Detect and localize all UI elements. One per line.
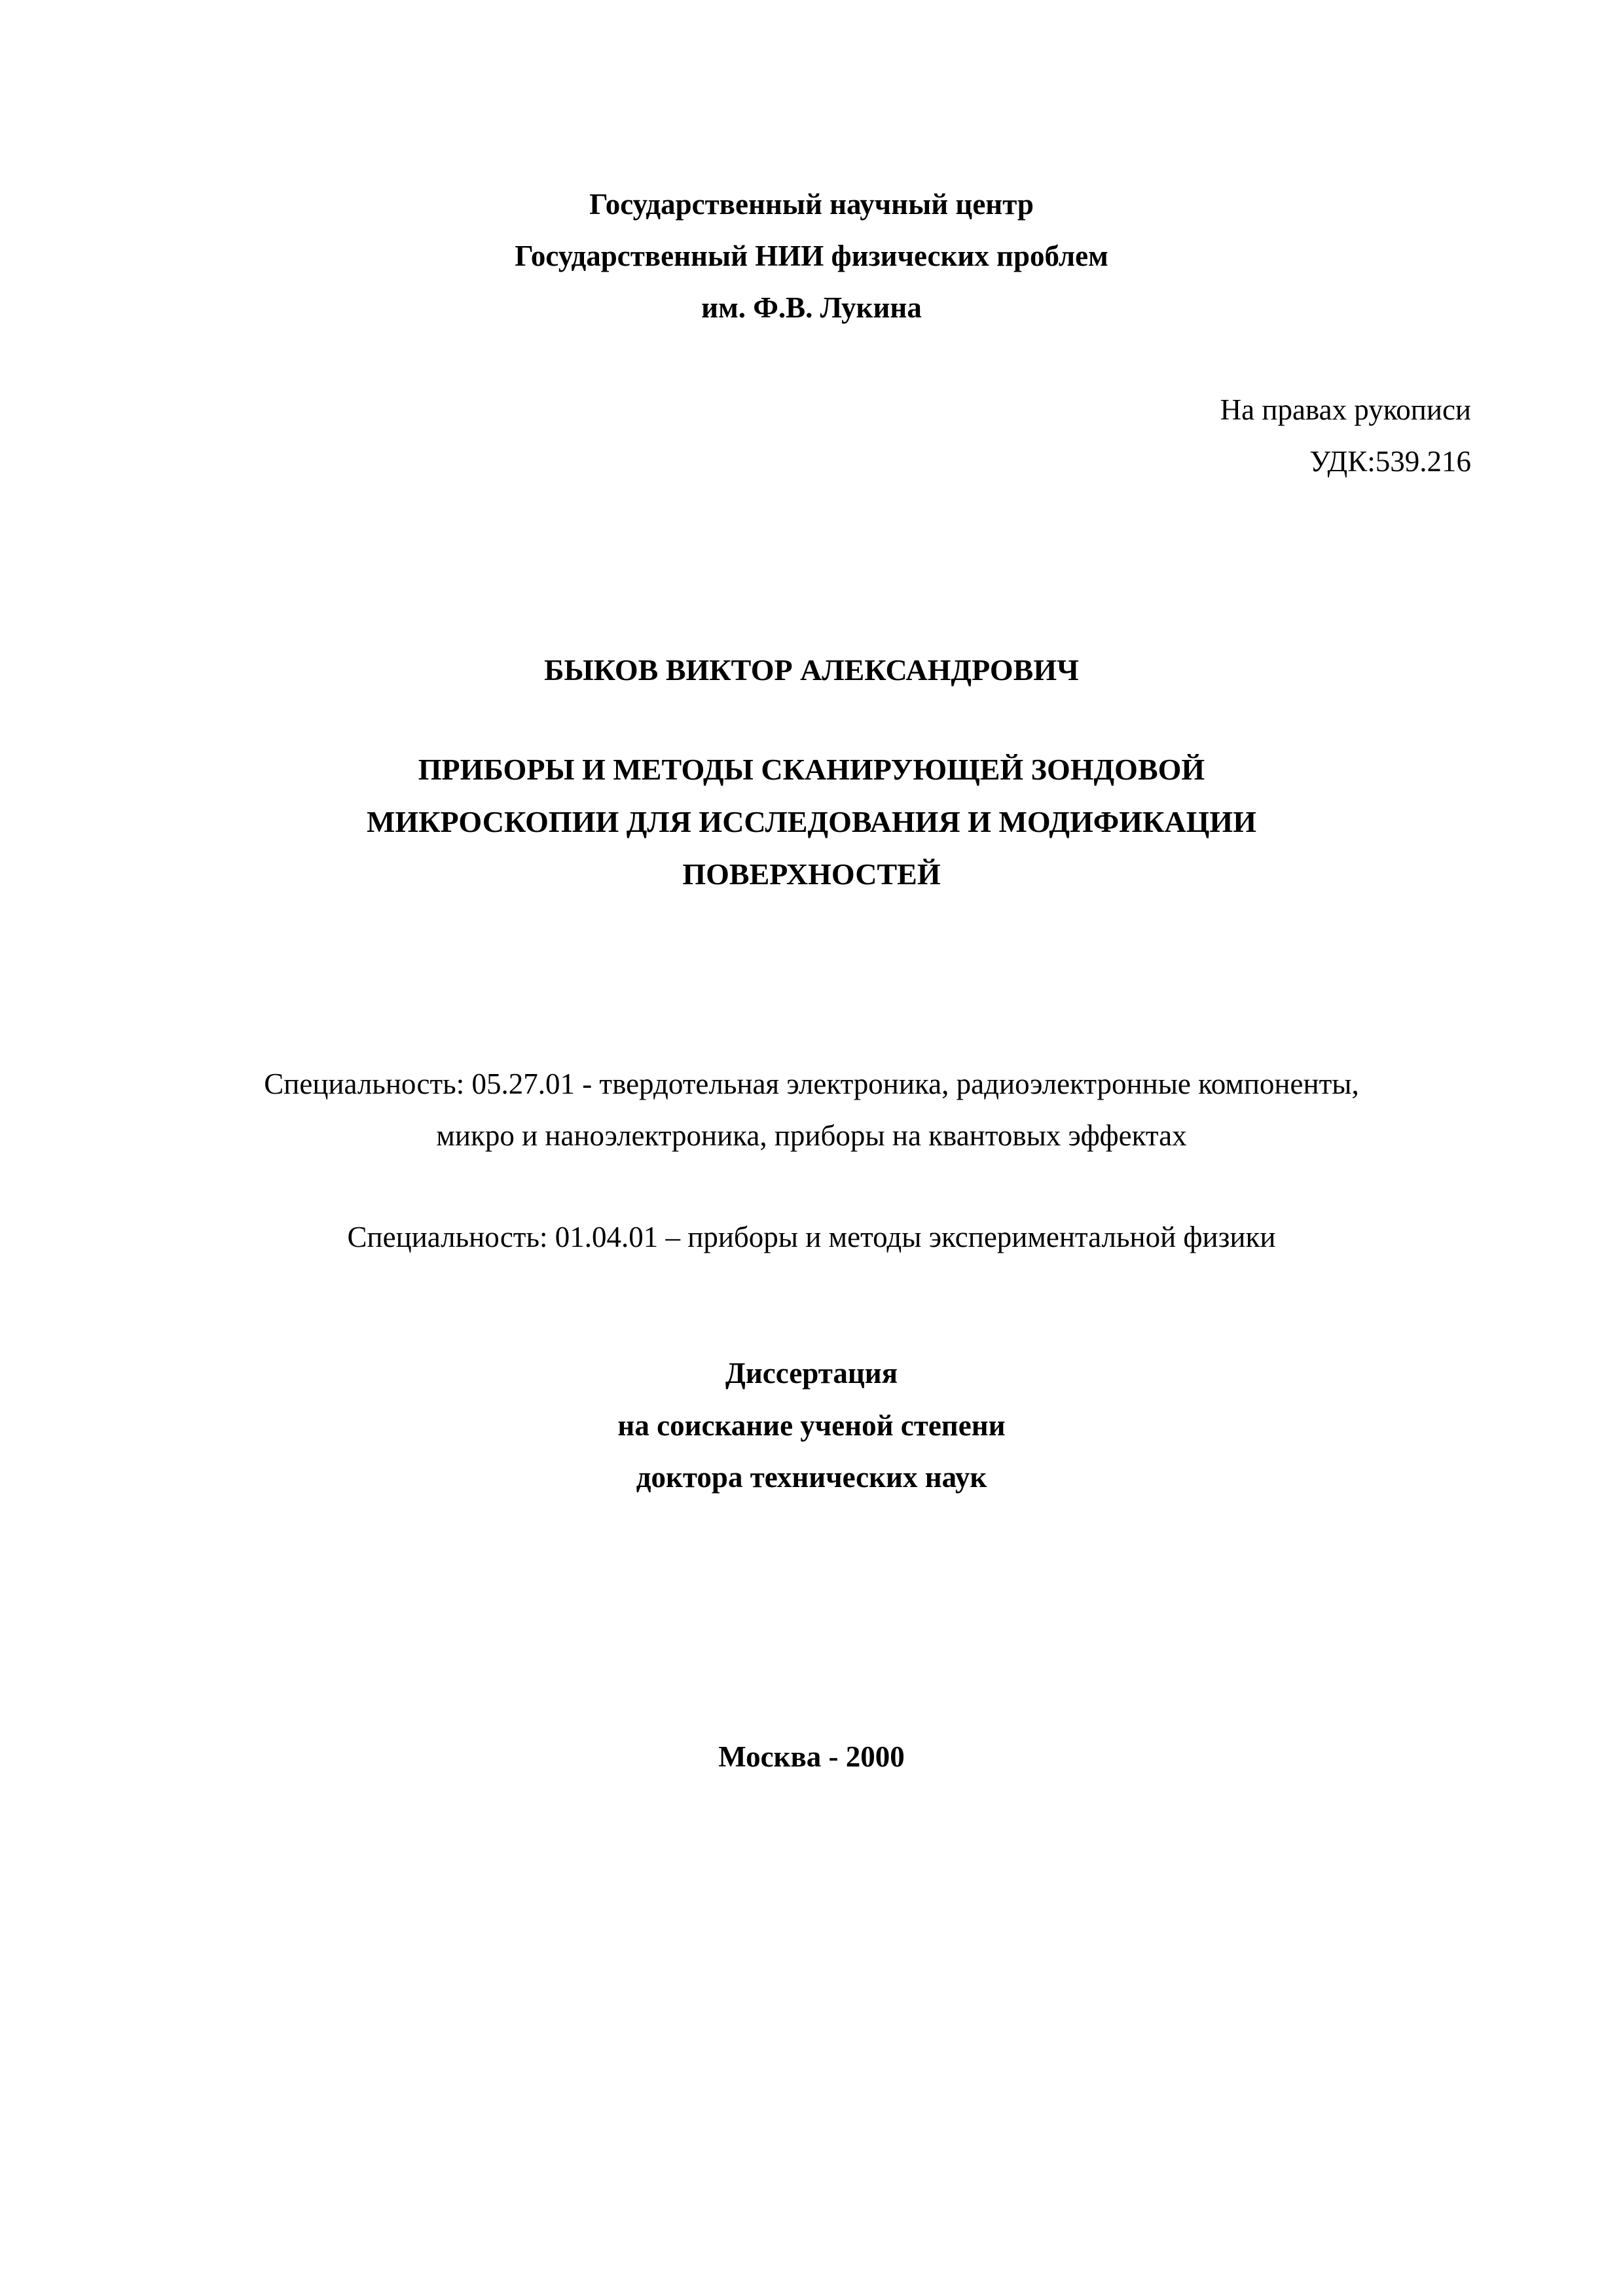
- thesis-title-line-1: ПРИБОРЫ И МЕТОДЫ СКАНИРУЮЩЕЙ ЗОНДОВОЙ: [418, 753, 1205, 786]
- dissertation-line-1: Диссертация: [725, 1357, 898, 1390]
- specialty-1-line-2: микро и наноэлектроника, приборы на квантовых эффектах: [436, 1119, 1187, 1152]
- manuscript-rights: На правах рукописи: [1220, 393, 1471, 426]
- specialty-2: Специальность: 01.04.01 – приборы и методы экспериментальной физики: [347, 1221, 1276, 1253]
- specialty-1-line-1: Специальность: 05.27.01 - твердотельная электроника, радиоэлектронные компоненты,: [264, 1067, 1359, 1100]
- dissertation-line-3: доктора технических наук: [636, 1461, 987, 1494]
- thesis-title-line-2: МИКРОСКОПИИ ДЛЯ ИССЛЕДОВАНИЯ И МОДИФИКАЦИИ: [367, 805, 1256, 838]
- institution-line-1: Государственный научный центр: [589, 188, 1034, 221]
- institution-line-3: им. Ф.В. Лукина: [701, 291, 922, 324]
- thesis-title-line-3: ПОВЕРХНОСТЕЙ: [682, 857, 941, 891]
- author-name: БЫКОВ ВИКТОР АЛЕКСАНДРОВИЧ: [544, 653, 1079, 687]
- dissertation-line-2: на соискание ученой степени: [617, 1409, 1006, 1442]
- city-year: Москва - 2000: [718, 1740, 905, 1773]
- institution-line-2: Государственный НИИ физических проблем: [515, 240, 1108, 272]
- udc-code: УДК:539.216: [1309, 445, 1471, 478]
